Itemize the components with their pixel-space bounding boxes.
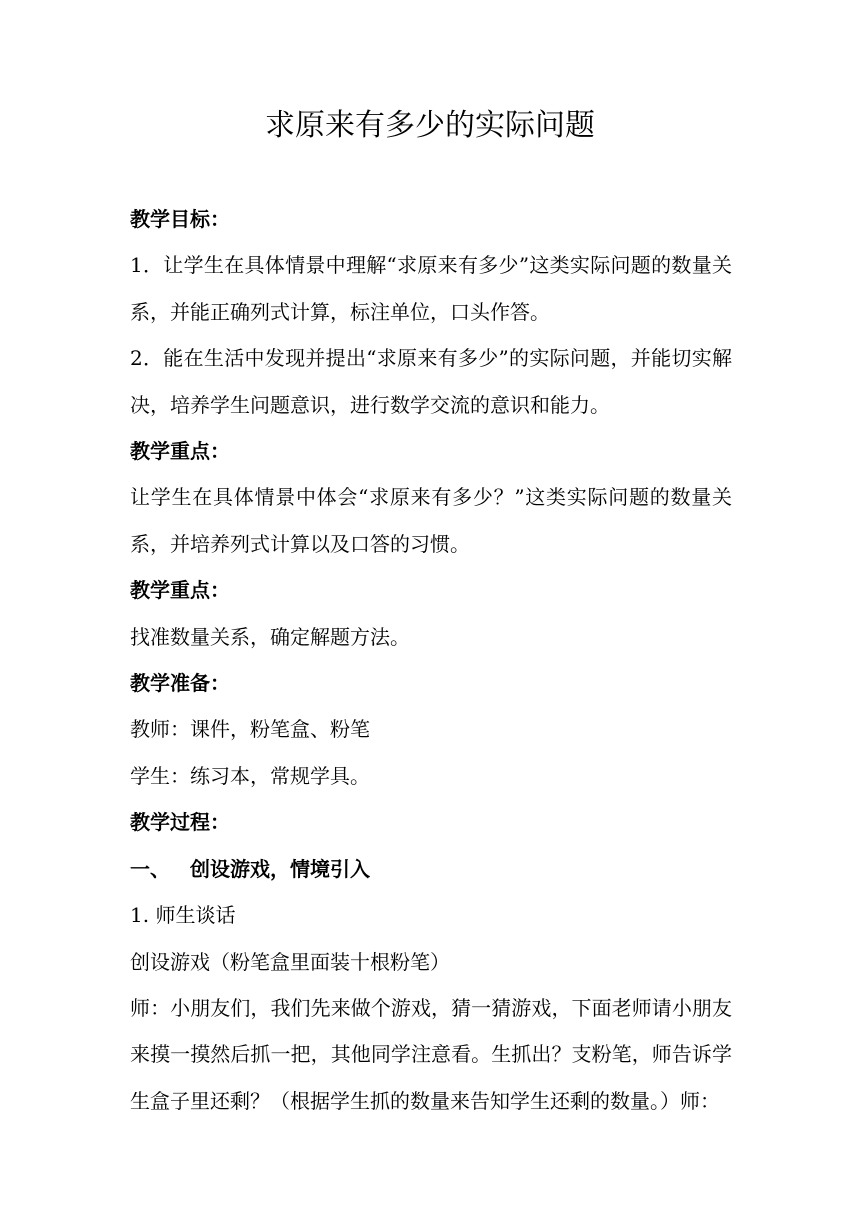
key-points-text: 让学生在具体情景中体会“求原来有多少？”这类实际问题的数量关系，并培养列式计算以及口答的习惯。 bbox=[130, 485, 732, 556]
step-1: 1. 师生谈话 bbox=[130, 903, 236, 928]
key-points-text-2: 找准数量关系，确定解题方法。 bbox=[130, 624, 410, 649]
preparation-heading: 教学准备： bbox=[130, 671, 230, 696]
objectives-heading: 教学目标： bbox=[130, 207, 230, 231]
key-points-heading-2: 教学重点： bbox=[130, 578, 230, 603]
key-points-heading: 教学重点： bbox=[130, 439, 230, 464]
document-title: 求原来有多少的实际问题 bbox=[265, 108, 595, 143]
objective-item-2: 2．能在生活中发现并提出“求原来有多少”的实际问题，并能切实解决，培养学生问题意识，进行数学交流的意识和能力。 bbox=[130, 346, 732, 417]
teacher-dialogue: 师：小朋友们，我们先来做个游戏，猜一猜游戏，下面老师请小朋友来摸一摸然后抓一把，其他同学注意看。生抓出？支粉笔，师告诉学生盒子里还剩？（根据学生抓的数量来告知学生还剩的数量。）师： bbox=[130, 995, 732, 1113]
section-1-title: 创设游戏，情境引入 bbox=[190, 856, 370, 881]
objective-item-1: 1．让学生在具体情景中理解“求原来有多少”这类实际问题的数量关系，并能正确列式计算，标注单位，口头作答。 bbox=[130, 253, 732, 324]
section-1-heading bbox=[130, 846, 732, 892]
preparation-student: 学生：练习本，常规学具。 bbox=[130, 763, 370, 788]
preparation-teacher: 教师：课件，粉笔盒、粉笔 bbox=[130, 717, 370, 742]
game-setup: 创设游戏（粉笔盒里面装十根粉笔） bbox=[130, 949, 450, 974]
process-heading: 教学过程： bbox=[130, 810, 230, 835]
document-body bbox=[130, 196, 732, 1124]
section-1-number: 一、 bbox=[130, 856, 170, 881]
